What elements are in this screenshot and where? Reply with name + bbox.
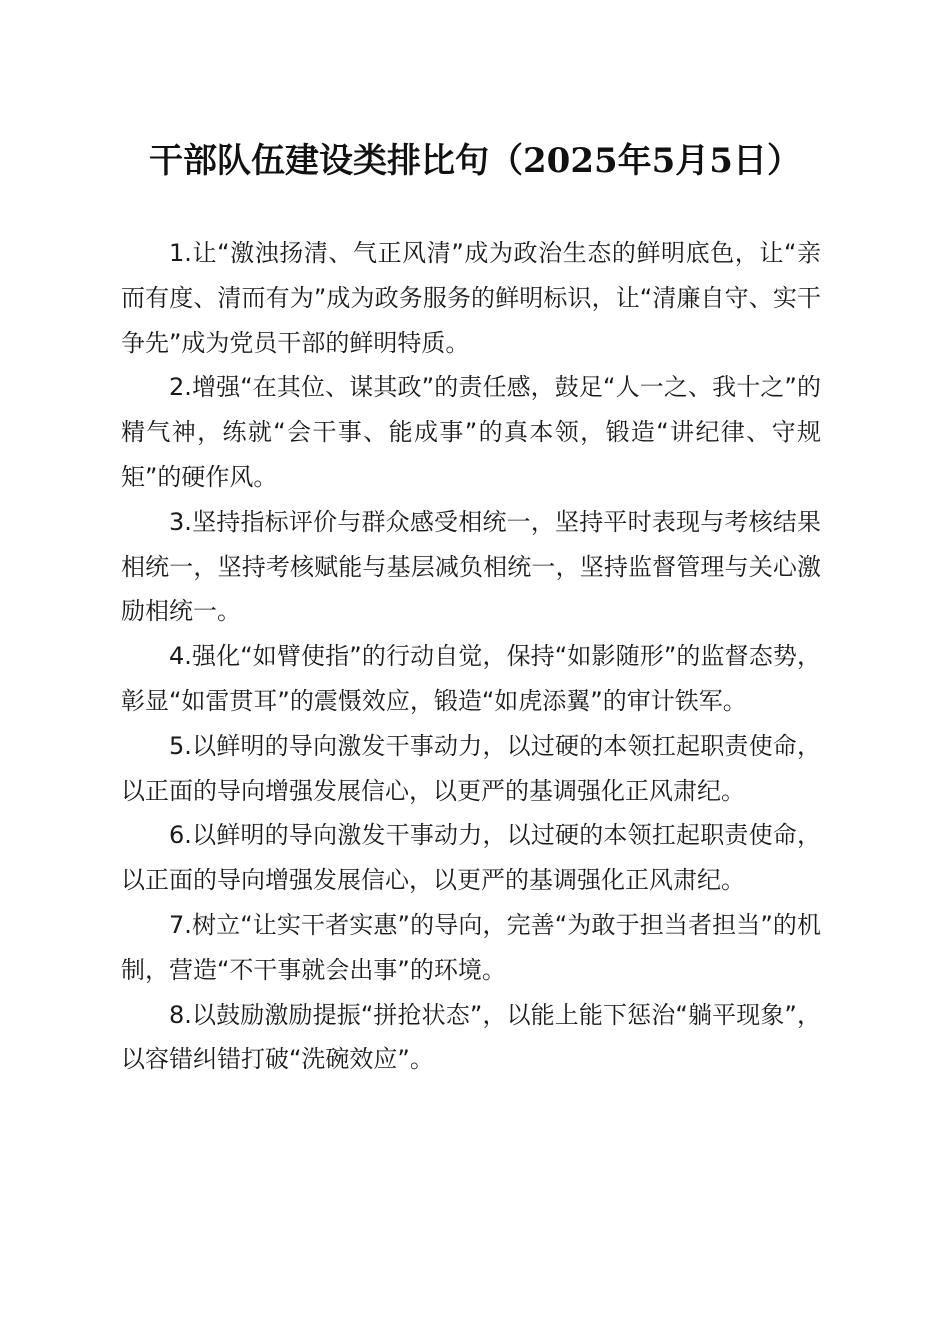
paragraph-4: 4.强化“如臂使指”的行动自觉，保持“如影随形”的监督态势，彰显“如雷贯耳”的震慑效应，锻造“如虎添翼”的审计铁军。	[121, 642, 821, 715]
paragraph-6: 6.以鲜明的导向激发干事动力，以过硬的本领扛起职责使命，以正面的导向增强发展信心，以更严的基调强化正风肃纪。	[121, 821, 821, 895]
paragraph-7: 7.树立“让实干者实惠”的导向，完善“为敢于担当者担当”的机制，营造“不干事就会出事”的环境。	[121, 910, 821, 984]
paragraph-3: 3.坚持指标评价与群众感受相统一，坚持平时表现与考核结果相统一，坚持考核赋能与基层减负相统一，坚持监督管理与关心激励相统一。	[121, 507, 821, 626]
paragraph-5: 5.以鲜明的导向激发干事动力，以过硬的本领扛起职责使命，以正面的导向增强发展信心，以更严的基调强化正风肃纪。	[121, 731, 821, 805]
document-title: 干部队伍建设类排比句（2025年5月5日）	[149, 141, 801, 181]
paragraph-2: 2.增强“在其位、谋其政”的责任感，鼓足“人一之、我十之”的精气神，练就“会干事、能成事”的真本领，锻造“讲纪律、守规矩”的硬作风。	[121, 373, 821, 491]
document-body	[121, 231, 821, 1082]
paragraph-8: 8.以鼓励激励提振“拼抢状态”，以能上能下惩治“躺平现象”，以容错纠错打破“洗碗效应”。	[121, 1000, 821, 1074]
paragraph-1: 1.让“激浊扬清、气正风清”成为政治生态的鲜明底色，让“亲而有度、清而有为”成为政务服务的鲜明标识，让“清廉自守、实干争先”成为党员干部的鲜明特质。	[121, 239, 821, 357]
